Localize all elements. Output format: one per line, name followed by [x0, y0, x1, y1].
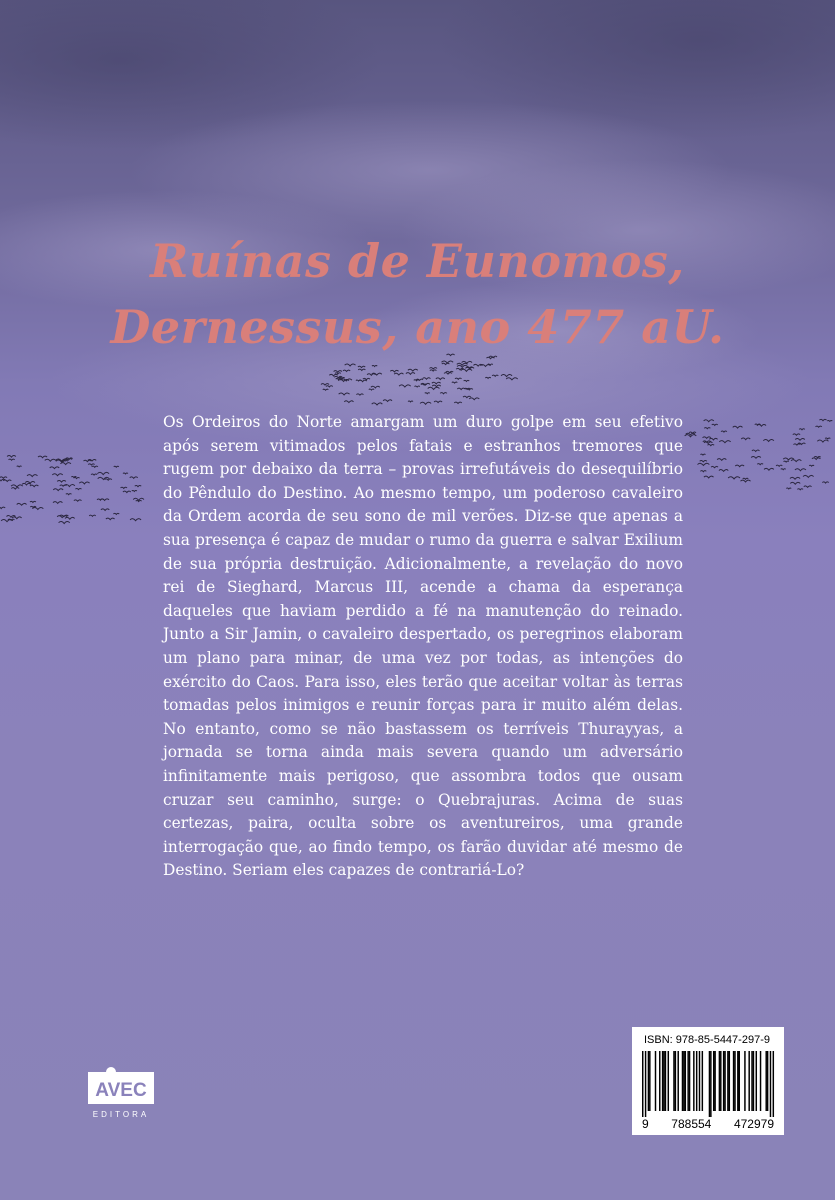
bird [803, 475, 814, 477]
bird [57, 480, 66, 482]
bird [784, 461, 789, 462]
bird [825, 438, 830, 439]
barcode-bar [709, 1051, 710, 1117]
bird [52, 474, 62, 476]
bird [133, 498, 144, 500]
bird [89, 515, 95, 516]
bird [53, 489, 63, 491]
bird [84, 460, 92, 461]
bird [7, 456, 16, 458]
bird [698, 463, 710, 465]
bird [101, 509, 109, 511]
isbn-label: ISBN: 978-85-5447-297-9 [644, 1034, 770, 1046]
barcode-bar [687, 1051, 688, 1111]
bird [113, 513, 119, 514]
barcode-bar [719, 1051, 720, 1111]
bird [812, 458, 821, 460]
bird [97, 472, 109, 474]
barcode-bar [733, 1051, 734, 1111]
bird [741, 438, 750, 440]
bird [88, 464, 94, 465]
bird [791, 460, 801, 462]
bird [797, 489, 803, 490]
bird [3, 480, 11, 481]
bird [17, 466, 22, 467]
barcode-bars [640, 1051, 776, 1117]
bird [719, 441, 730, 443]
bird [822, 482, 828, 483]
bird [0, 507, 5, 508]
barcode-bar [683, 1051, 684, 1111]
barcode-bar [714, 1051, 715, 1111]
barcode-bar [677, 1051, 678, 1111]
barcode-bar [727, 1051, 728, 1111]
barcode-bar [649, 1051, 650, 1111]
bird [795, 469, 806, 471]
bird [53, 502, 62, 504]
bird [123, 491, 131, 492]
bird [709, 438, 717, 440]
barcode-bar [734, 1051, 735, 1111]
bird [728, 477, 740, 479]
barcode-right-group: 472979 [733, 1117, 774, 1131]
bird [757, 464, 763, 465]
heading-line-2: Dernessus, ano 477 aU. [110, 300, 725, 354]
barcode-bar [696, 1051, 697, 1111]
barcode-bar [675, 1051, 676, 1111]
bird [704, 442, 712, 444]
bird [74, 477, 80, 478]
barcode-bar [710, 1051, 711, 1117]
bird [66, 494, 72, 495]
barcode-bar [665, 1051, 666, 1111]
bird [719, 470, 728, 472]
bird [817, 440, 828, 442]
barcode-bar [699, 1051, 700, 1111]
barcode-bar [748, 1051, 749, 1111]
bird [704, 476, 714, 478]
barcode-bar [720, 1051, 721, 1111]
bird [751, 456, 761, 458]
barcode-left-group: 788554 [671, 1117, 712, 1131]
bird [703, 437, 711, 439]
barcode-bar [685, 1051, 686, 1111]
bird [711, 466, 718, 467]
barcode-bar [723, 1051, 724, 1111]
bird [27, 475, 37, 477]
bird [0, 477, 7, 478]
bird [30, 501, 36, 502]
barcode-bar [648, 1051, 649, 1111]
bird [135, 485, 141, 486]
bird [65, 517, 75, 519]
bird [11, 488, 19, 489]
barcode-bar [729, 1051, 730, 1111]
bird [799, 429, 805, 430]
barcode-bar [673, 1051, 674, 1111]
barcode-bar [767, 1051, 768, 1111]
barcode-bar [689, 1051, 690, 1111]
heading-line-1: Ruínas de Eunomos, [150, 234, 685, 288]
bird [123, 473, 128, 474]
barcode-bar [737, 1051, 738, 1111]
barcode-bar [751, 1051, 752, 1111]
bird [793, 434, 800, 435]
barcode-bar [682, 1051, 683, 1111]
bird [60, 485, 67, 486]
barcode-bar [753, 1051, 754, 1111]
bird [59, 521, 70, 523]
bird [717, 459, 726, 461]
bird [815, 426, 821, 427]
barcode-bar [756, 1051, 757, 1111]
barcode-bar [744, 1051, 745, 1111]
barcode-bar [663, 1051, 664, 1111]
bird [25, 481, 35, 483]
bird [12, 517, 22, 519]
barcode-bar [668, 1051, 669, 1111]
bird [75, 488, 81, 489]
bird [32, 507, 43, 509]
barcode-bar [739, 1051, 740, 1111]
bird [790, 482, 800, 484]
publisher-logo [80, 1062, 162, 1122]
bird [9, 459, 15, 460]
barcode-bar [693, 1051, 694, 1111]
bird [781, 469, 786, 470]
barcode-bar [702, 1051, 703, 1111]
bird [91, 474, 97, 475]
barcode-first-digit: 9 [642, 1117, 649, 1131]
bird [132, 490, 137, 491]
bird [735, 465, 744, 467]
heading [0, 228, 835, 360]
barcode-bar [773, 1051, 774, 1117]
bird [752, 450, 760, 451]
bird [733, 426, 743, 428]
barcode-bar [662, 1051, 663, 1111]
publisher-name: AVEC [95, 1080, 147, 1101]
synopsis-text: Os Ordeiros do Norte amargam um duro golpe em seu efetivo após serem vitimados pelos fatais e estranhos tremores que rugem por debaixo da terra – provas irrefutáveis do desequilíbrio do Pêndulo do Destino. Ao mesmo tempo, um poderoso cavaleiro da Ordem acorda de seu sono de mil verões. Diz-se que apenas a sua presença é capaz de mudar o rumo da guerra e salvar Exilium de sua própria destruição. Adicionalmente, a revelação do novo rei de Sieghard, Marcus III, acende a chama da esperança daqueles que haviam perdido a fé na manutenção do reinado. Junto a Sir Jamin, o cavaleiro despertado, os peregrinos elaboram um plano para minar, de uma vez por todas, as intenções do exército do Caos. Para isso, eles terão que aceitar voltar às terras tomadas pelos inimigos e reunir forças para ir muito além delas. No entanto, como se não bastassem os terríveis Thurayyas, a jornada se torna ainda mais severa quando um adversário infinitamente mais perigoso, que assombra todos que ousam cruzar seu caminho, surge: o Quebrajuras. Acima de suas certezas, paira, oculta sobre os aventureiros, uma grande interrogação que, ao findo tempo, os farão duvidar até mesmo de Destino. Seriam eles capazes de contrariá-Lo? [163, 413, 683, 880]
bird [795, 438, 805, 440]
bird [130, 477, 138, 478]
barcode-bar [713, 1051, 714, 1111]
bird [17, 503, 27, 505]
bird [60, 463, 71, 465]
bird [30, 485, 38, 487]
bird [827, 420, 832, 421]
bird [708, 445, 715, 446]
bird [57, 516, 67, 518]
bird [763, 440, 774, 442]
barcode-bar [655, 1051, 656, 1111]
publisher-subtitle: EDITORA [92, 1110, 150, 1119]
bird [741, 480, 751, 482]
bird [786, 488, 791, 489]
bird [106, 518, 115, 520]
bird [809, 465, 814, 466]
bird [819, 419, 826, 420]
bird [790, 477, 800, 479]
bird [11, 485, 23, 487]
barcode-box [632, 1027, 784, 1135]
bird [764, 468, 774, 470]
barcode-digits [640, 1118, 776, 1130]
bird [804, 486, 812, 487]
bird [92, 466, 98, 467]
bird [793, 444, 800, 445]
barcode-bar [765, 1051, 766, 1111]
bird [74, 500, 82, 501]
bird [79, 482, 89, 484]
barcode-bar [724, 1051, 725, 1111]
bird [700, 471, 706, 472]
barcode-bar [645, 1051, 646, 1117]
bird [721, 431, 727, 432]
bird [22, 483, 31, 485]
bird [45, 459, 56, 461]
bird [700, 454, 705, 455]
bird [114, 466, 119, 467]
bird [776, 465, 782, 466]
bird [814, 456, 821, 457]
bird [50, 467, 60, 469]
bird [121, 487, 127, 488]
bird [700, 460, 707, 461]
barcode-bar [770, 1051, 771, 1117]
barcode-bar [760, 1051, 761, 1111]
bird [130, 519, 141, 521]
barcode-bar [642, 1051, 643, 1117]
barcode-bar [659, 1051, 660, 1111]
bird [743, 478, 748, 479]
bird [105, 479, 112, 480]
bird [38, 456, 47, 458]
